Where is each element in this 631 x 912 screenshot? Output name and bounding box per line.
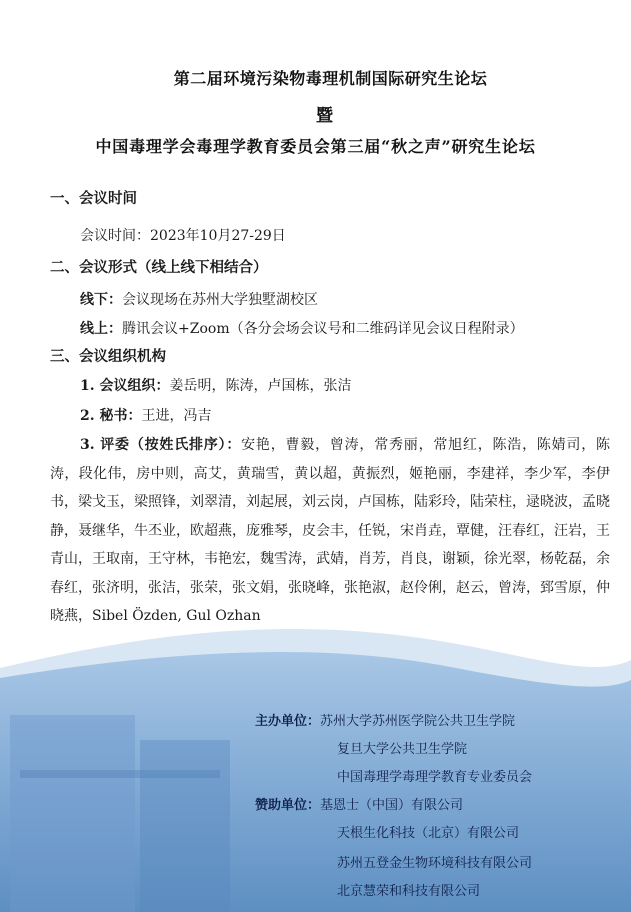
organizers-text: 姜岳明，陈涛，卢国栋，张洁 bbox=[169, 378, 352, 394]
supporter-2: 天根生化科技（北京）有限公司 bbox=[337, 826, 520, 841]
supporter-1: 基恩士（中国）有限公司 bbox=[320, 798, 464, 813]
section-3-heading: 三、会议组织机构 bbox=[50, 348, 166, 365]
host-2: 复旦大学公共卫生学院 bbox=[337, 742, 468, 757]
offline-text: 会议现场在苏州大学独墅湖校区 bbox=[122, 292, 318, 308]
secretary-label: 2. 秘书： bbox=[80, 408, 142, 424]
title-line-1: 第二届环境污染物毒理机制国际研究生论坛 bbox=[173, 69, 488, 88]
secretary-row bbox=[80, 405, 212, 425]
offline-row bbox=[80, 289, 318, 309]
section-1-heading: 一、会议时间 bbox=[50, 190, 137, 207]
title-line-3: 中国毒理学会毒理学教育委员会第三届“秋之声”研究生论坛 bbox=[95, 137, 536, 156]
online-label: 线上： bbox=[80, 321, 122, 337]
jury-label: 3. 评委（按姓氏排序）： bbox=[80, 437, 242, 453]
offline-label: 线下： bbox=[80, 292, 122, 308]
title-line-2: 暨 bbox=[316, 106, 333, 126]
host-label: 主办单位： bbox=[255, 714, 321, 729]
wave-background bbox=[0, 620, 631, 912]
supporter-3: 苏州五登金生物环境科技有限公司 bbox=[337, 856, 533, 871]
secretary-text: 王进，冯吉 bbox=[141, 408, 212, 424]
organizers-label: 1. 会议组织： bbox=[80, 378, 170, 394]
supporter-row-1 bbox=[255, 794, 463, 813]
online-row bbox=[80, 318, 524, 338]
host-row-1 bbox=[255, 710, 515, 729]
jury-names: 安艳，曹毅，曾涛，常秀丽，常旭红，陈浩，陈婧司，陈涛，段化伟，房中则，高艾，黄瑞雪，黄以超，黄振烈，姬艳丽，李建祥，李少军，李伊书，梁戈玉，梁照锋，刘翠清，刘起展，刘云岗，卢国栋，陆彩玲，陆荣柱，逯晓波，孟晓静，聂继华，牛丕业，欧超燕，庞雅琴，皮会丰，任锐，宋肖垚，覃健，汪春红，汪岩，王青山，王取南，王守林，韦艳宏，魏雪涛，武婧，肖芳，肖良，谢颖，徐光翠，杨乾磊，余春红，张济明，张洁，张荣，张文娟，张晓峰，张艳淑，赵伶俐，赵云，曾涛，郅雪原，仲晓燕，Sibel Özden, Gul Ozhan bbox=[50, 437, 610, 624]
host-3: 中国毒理学毒理学教育专业委员会 bbox=[337, 770, 533, 785]
host-1: 苏州大学苏州医学院公共卫生学院 bbox=[320, 714, 516, 729]
jury-paragraph bbox=[50, 431, 610, 631]
meeting-time: 会议时间：2023年10月27-29日 bbox=[80, 228, 286, 244]
section-2-heading: 二、会议形式（线上线下相结合） bbox=[50, 259, 268, 276]
organizers-row bbox=[80, 375, 352, 395]
supporter-4: 北京慧荣和科技有限公司 bbox=[337, 884, 481, 899]
supporter-label: 赞助单位： bbox=[255, 798, 321, 813]
online-text: 腾讯会议+Zoom（各分会场会议号和二维码详见会议日程附录） bbox=[122, 321, 524, 337]
